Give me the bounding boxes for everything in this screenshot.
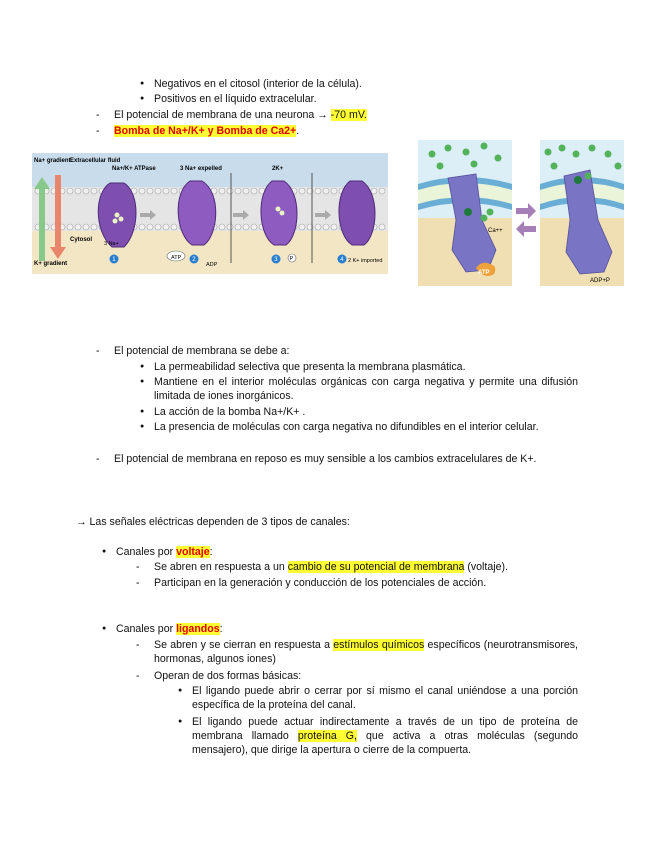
- step-4: 4: [340, 257, 344, 264]
- cytosol-label: Cytosol: [70, 237, 93, 243]
- step-1: 1: [112, 257, 116, 264]
- ligando-indirecto-pre: El ligando puede actuar indirectamente a través de un tipo de proteína de membrana llamado: [192, 716, 578, 742]
- na-gradient-label: Na+ gradient: [34, 158, 71, 164]
- dash-ligandos-abren: [154, 638, 578, 666]
- channels-intro: → Las señales eléctricas dependen de 3 tipos de canales:: [76, 516, 350, 528]
- pump-step4: [339, 181, 375, 245]
- potencial-text: El potencial de membrana de una neurona →: [114, 109, 331, 121]
- extracellular-label: Extracellular fluid: [70, 158, 121, 164]
- pump-step2: [178, 181, 216, 245]
- bullet-positivos: ● Positivos en el líquido extracelular.: [154, 92, 317, 106]
- dash-potencial-se-debe: - El potencial de membrana se debe a:: [114, 344, 290, 358]
- dash-voltaje-abren: [154, 560, 508, 574]
- bullet-negativos: ● Negativos en el citosol (interior de la célula).: [154, 77, 362, 91]
- dash-bomba: [114, 124, 299, 138]
- dash-operan: - Operan de dos formas básicas:: [154, 669, 301, 683]
- atpase-label: Na+/K+ ATPase: [112, 166, 156, 172]
- arrow-right-icon: [516, 203, 536, 219]
- ligando-indirecto-post: que activa a otras moléculas (segundo mensajero), que dirige la apertura o cierre de la compuerta.: [192, 730, 579, 756]
- figure-ca-pump: [418, 140, 624, 286]
- bullet-ligando-indirecto: [192, 715, 578, 757]
- atp-label: ATP: [171, 255, 182, 261]
- ligandos-pre: Canales por: [116, 623, 177, 635]
- bullet-canales-ligandos: [116, 622, 223, 636]
- p-label: P: [289, 256, 294, 262]
- ligandos-abren-hl: estímulos químicos: [333, 639, 425, 651]
- dash-potencial-reposo: - El potencial de membrana en reposo es muy sensible a los cambios extracelulares de K+.: [114, 452, 578, 466]
- na-in-label: 3 Na+: [104, 241, 119, 247]
- ligandos-colon: :: [219, 623, 223, 635]
- bullet-ligando-abrir: ● El ligando puede abrir o cerrar por sí mismo el canal uniéndose a una porción específica de la proteína del canal.: [192, 684, 578, 712]
- ca-adp-label: ADP+P: [590, 278, 610, 284]
- k-gradient-label: K+ gradient: [34, 261, 68, 267]
- arrow-left-icon: [516, 221, 536, 237]
- proteina-g-hl: proteína G,: [297, 730, 357, 742]
- voltaje-title: voltaje: [176, 546, 210, 558]
- step-3: 3: [274, 257, 278, 264]
- voltaje-abren-pre: Se abren en respuesta a un: [154, 561, 288, 573]
- voltaje-pre: Canales por: [116, 546, 177, 558]
- dash-potencial-neurona: [114, 108, 367, 122]
- voltaje-colon: :: [209, 546, 213, 558]
- bullet-mantiene: ● Mantiene en el interior moléculas orgánicas con carga negativa y permite una difusión limitada de iones inorgánicos.: [154, 375, 578, 403]
- k-imported-label: 2 K+ imported: [348, 258, 383, 264]
- potencial-value: -70 mV.: [330, 109, 367, 121]
- step-2: 2: [192, 257, 196, 264]
- pump-step3: [261, 181, 297, 245]
- ligandos-abren-post: específicos (neurotransmisores, hormonas, algunos iones): [154, 639, 578, 665]
- bullet-permeabilidad: ● La permeabilidad selectiva que presenta la membrana plasmática.: [154, 360, 578, 374]
- dash-voltaje-participan: - Participan en la generación y conducción de los potenciales de acción.: [154, 576, 486, 590]
- bomba-dot: .: [296, 125, 300, 137]
- ligandos-title: ligandos: [176, 623, 220, 635]
- bullet-presencia: ● La presencia de moléculas con carga negativa no difundibles en el interior celular.: [154, 420, 578, 434]
- ca-label: Ca++: [488, 228, 503, 234]
- adp-label: ADP: [206, 262, 218, 268]
- na-expelled-label: 3 Na+ expelled: [180, 166, 222, 172]
- bullet-canales-voltaje: [116, 545, 213, 559]
- ligandos-abren-pre: Se abren y se cierran en respuesta a: [154, 639, 334, 651]
- figure-na-k-pump: [32, 153, 388, 274]
- ca-atp-label: ATP: [478, 270, 490, 276]
- k2-label: 2K+: [272, 166, 284, 172]
- voltaje-abren-hl: cambio de su potencial de membrana: [287, 561, 465, 573]
- voltaje-abren-post: (voltaje).: [464, 561, 508, 573]
- bullet-accion-bomba: ● La acción de la bomba Na+/K+ .: [154, 405, 578, 419]
- bomba-title: Bomba de Na+/K+ y Bomba de Ca2+: [114, 125, 297, 137]
